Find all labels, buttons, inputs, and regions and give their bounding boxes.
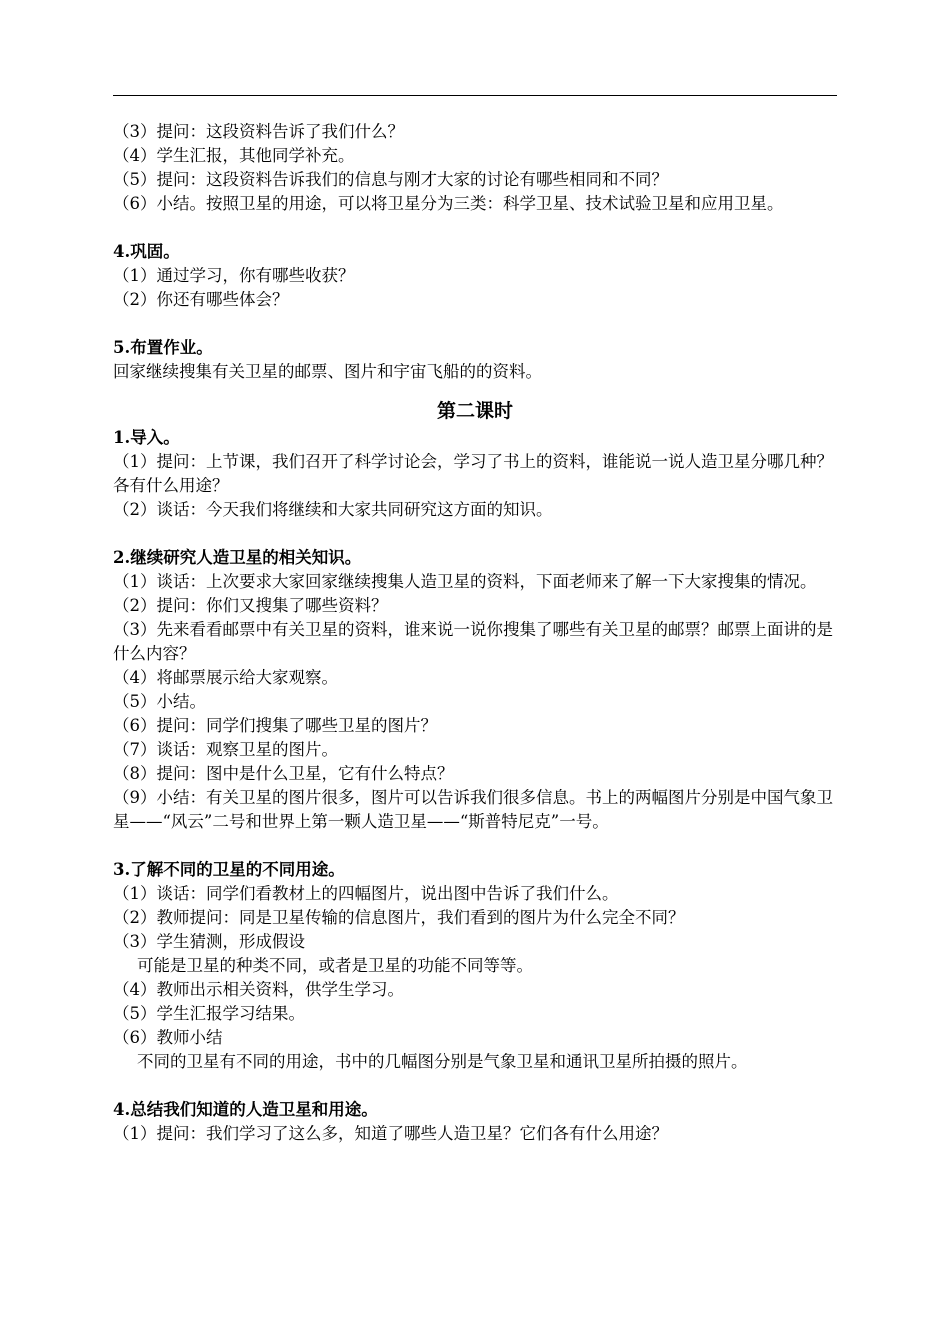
list-item: （1）提问：上节课，我们召开了科学讨论会，学习了书上的资料，谁能说一说人造卫星分哪几种？各有什么用途？	[113, 452, 833, 495]
section-heading: 4.总结我们知道的人造卫星和用途。	[113, 1100, 378, 1119]
list-item: （6）教师小结	[113, 1028, 223, 1047]
list-item: （5）提问：这段资料告诉我们的信息与刚才大家的讨论有哪些相同和不同？	[113, 170, 668, 189]
list-item: （8）提问：图中是什么卫星，它有什么特点？	[113, 764, 454, 783]
list-item: （2）教师提问：同是卫星传输的信息图片，我们看到的图片为什么完全不同？	[113, 908, 685, 927]
section-heading: 5.布置作业。	[113, 338, 213, 357]
list-item: （2）谈话：今天我们将继续和大家共同研究这方面的知识。	[113, 500, 553, 519]
list-item: （6）提问：同学们搜集了哪些卫星的图片？	[113, 716, 437, 735]
list-item: （3）先来看看邮票中有关卫星的资料，谁来说一说你搜集了哪些有关卫星的邮票？邮票上面讲的是什么内容？	[113, 620, 833, 663]
list-item: （2）你还有哪些体会？	[113, 290, 289, 309]
list-item: （4）学生汇报，其他同学补充。	[113, 146, 355, 165]
list-item: 回家继续搜集有关卫星的邮票、图片和宇宙飞船的的资料。	[113, 362, 542, 381]
section-heading: 4.巩固。	[113, 242, 180, 261]
list-item: （9）小结：有关卫星的图片很多，图片可以告诉我们很多信息。书上的两幅图片分别是中国气象卫星——“风云”二号和世界上第一颗人造卫星——“斯普特尼克”一号。	[113, 788, 833, 831]
list-item: （5）小结。	[113, 692, 206, 711]
list-item: 不同的卫星有不同的用途，书中的几幅图分别是气象卫星和通讯卫星所拍摄的照片。	[137, 1052, 748, 1071]
list-item: （4）教师出示相关资料，供学生学习。	[113, 980, 404, 999]
list-item: （6）小结。按照卫星的用途，可以将卫星分为三类：科学卫星、技术试验卫星和应用卫星。	[113, 194, 784, 213]
list-item: （4）将邮票展示给大家观察。	[113, 668, 338, 687]
list-item: （1）谈话：同学们看教材上的四幅图片，说出图中告诉了我们什么。	[113, 884, 619, 903]
document-body	[113, 120, 837, 1146]
list-item: （2）提问：你们又搜集了哪些资料？	[113, 596, 388, 615]
section-heading: 3.了解不同的卫星的不同用途。	[113, 860, 345, 879]
list-item: （3）提问：这段资料告诉了我们什么？	[113, 122, 404, 141]
header-rule	[113, 95, 837, 96]
list-item: （1）提问：我们学习了这么多，知道了哪些人造卫星？它们各有什么用途？	[113, 1124, 668, 1143]
list-item: （1）通过学习，你有哪些收获？	[113, 266, 355, 285]
page-title: 第二课时	[436, 400, 513, 422]
section-heading: 2.继续研究人造卫星的相关知识。	[113, 548, 362, 567]
list-item: （7）谈话：观察卫星的图片。	[113, 740, 338, 759]
list-item: （3）学生猜测，形成假设	[113, 932, 305, 951]
section-heading: 1.导入。	[113, 428, 180, 447]
list-item: 可能是卫星的种类不同，或者是卫星的功能不同等等。	[137, 956, 533, 975]
list-item: （5）学生汇报学习结果。	[113, 1004, 305, 1023]
list-item: （1）谈话：上次要求大家回家继续搜集人造卫星的资料，下面老师来了解一下大家搜集的情况。	[113, 572, 817, 591]
